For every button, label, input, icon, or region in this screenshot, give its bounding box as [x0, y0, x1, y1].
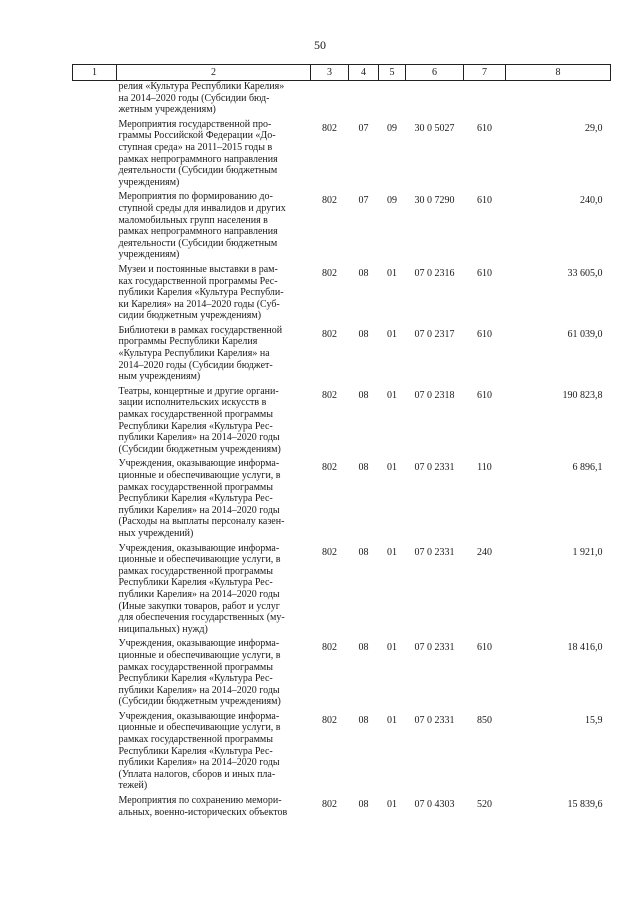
- section-code: 08: [358, 328, 369, 340]
- expense-type-code: 610: [477, 267, 492, 279]
- text-line: Мероприятия по формированию до-: [118, 191, 273, 203]
- column-header: 4: [349, 65, 379, 81]
- section-code: 08: [358, 546, 369, 558]
- ministry-code: 802: [322, 714, 337, 726]
- section-code: 08: [358, 389, 369, 401]
- text-line: учреждениям): [118, 176, 180, 188]
- text-line: публики Карелия» на 2014–2020 годы: [118, 432, 280, 444]
- row-description: [73, 191, 311, 264]
- amount: 1 921,0: [572, 546, 603, 558]
- table-row: [73, 638, 611, 711]
- text-line: рамках государственной программы: [118, 661, 273, 673]
- text-line: (Уплата налогов, сборов и иных пла-: [118, 768, 276, 780]
- text-line: Республики Карелия «Культура Рес-: [118, 673, 273, 685]
- ministry-code: 802: [322, 642, 337, 654]
- text-line: Республики Карелия «Культура Рес-: [118, 577, 273, 589]
- text-line: программы Республики Карелия: [118, 336, 258, 348]
- text-line: Мероприятия государственной про-: [118, 118, 272, 130]
- table-row: [73, 543, 611, 639]
- expense-type-code: 610: [477, 328, 492, 340]
- row-description: [73, 458, 311, 542]
- expense-type-code: 610: [477, 122, 492, 134]
- text-line: деятельности (Субсидии бюджетным: [118, 165, 278, 177]
- text-line: ционные и обеспечивающие услуги, в: [118, 649, 281, 661]
- ministry-code: 802: [322, 462, 337, 474]
- table-row: [73, 711, 611, 795]
- expense-type-code: 240: [477, 546, 492, 558]
- text-line: Театры, концертные и другие органи-: [118, 385, 279, 397]
- text-line: ционные и обеспечивающие услуги, в: [118, 470, 281, 481]
- text-line: Республики Карелия «Культура Рес-: [118, 745, 273, 757]
- subsection-code: 01: [387, 642, 397, 654]
- text-line: учреждениям): [118, 249, 180, 261]
- text-line: «Культура Республики Карелия» на: [118, 348, 270, 360]
- section-code: 08: [358, 799, 369, 811]
- text-line: Республики Карелия «Культура Рес-: [118, 420, 273, 432]
- column-header: 8: [506, 65, 611, 81]
- text-line: рамках государственной программы: [118, 565, 273, 577]
- text-line: рамках непрограммного направления: [118, 153, 278, 165]
- target-article-code: 07 0 2317: [414, 328, 455, 340]
- target-article-code: 07 0 2318: [414, 389, 455, 401]
- column-header: 2: [117, 65, 311, 81]
- text-line: Учреждения, оказывающие информа-: [118, 458, 280, 470]
- amount: 18 416,0: [567, 642, 603, 654]
- subsection-code: 01: [387, 389, 397, 401]
- text-line: ках государственной программы Рес-: [118, 275, 278, 287]
- amount: 190 823,8: [562, 389, 603, 401]
- text-line: зации исполнительских искусств в: [118, 397, 267, 409]
- ministry-code: 802: [322, 546, 337, 558]
- amount: 29,0: [585, 122, 603, 134]
- text-line: (Субсидии бюджетным учреждениям): [118, 443, 281, 455]
- section-code: 07: [358, 195, 369, 207]
- subsection-code: 01: [387, 267, 397, 279]
- text-line: граммы Российской Федерации «До-: [118, 130, 276, 142]
- ministry-code: 802: [322, 122, 337, 134]
- target-article-code: 07 0 2331: [414, 462, 455, 474]
- ministry-code: 802: [322, 389, 337, 401]
- subsection-code: 01: [387, 799, 397, 811]
- amount: 15 839,6: [567, 799, 603, 811]
- row-description: [73, 543, 311, 639]
- section-code: 08: [358, 642, 369, 654]
- text-line: публики Карелия» на 2014–2020 годы: [118, 504, 280, 516]
- text-line: рамках государственной программы: [118, 481, 273, 493]
- column-header: 1: [73, 65, 117, 81]
- text-line: для обеспечения государственных (му-: [118, 612, 285, 624]
- subsection-code: 01: [387, 546, 397, 558]
- expense-type-code: 850: [477, 714, 492, 726]
- budget-table: [72, 64, 611, 821]
- amount: 33 605,0: [567, 267, 603, 279]
- text-line: рамках государственной программы: [118, 409, 273, 421]
- text-line: жетным учреждениям): [118, 104, 216, 116]
- text-line: деятельности (Субсидии бюджетным: [118, 237, 278, 249]
- text-line: Музеи и постоянные выставки в рам-: [118, 263, 278, 275]
- text-line: ступной среды для инвалидов и других: [118, 202, 286, 214]
- text-line: Мероприятия по сохранению мемори-: [118, 795, 282, 807]
- column-header: 3: [311, 65, 349, 81]
- text-line: ным учреждениям): [118, 371, 201, 383]
- text-line: ки Карелия» на 2014–2020 годы (Суб-: [118, 298, 280, 310]
- expense-type-code: 610: [477, 642, 492, 654]
- text-line: Учреждения, оказывающие информа-: [118, 638, 280, 650]
- text-line: публики Карелия «Культура Республи-: [118, 287, 284, 299]
- row-description: [73, 325, 311, 386]
- target-article-code: 07 0 2331: [414, 546, 455, 558]
- column-header: 7: [464, 65, 506, 81]
- text-line: Учреждения, оказывающие информа-: [118, 542, 280, 554]
- text-line: ционные и обеспечивающие услуги, в: [118, 554, 281, 566]
- amount: 240,0: [580, 195, 603, 207]
- section-code: 08: [358, 714, 369, 726]
- text-line: Учреждения, оказывающие информа-: [118, 710, 280, 722]
- text-line: публики Карелия» на 2014–2020 годы: [118, 684, 280, 696]
- text-line: публики Карелия» на 2014–2020 годы: [118, 757, 280, 769]
- section-code: 08: [358, 462, 369, 474]
- ministry-code: 802: [322, 328, 337, 340]
- row-description: [73, 795, 311, 821]
- text-line: альных, военно-исторических объектов: [118, 806, 288, 818]
- text-line: ступная среда» на 2011–2015 годы в: [118, 141, 273, 153]
- text-line: 2014–2020 годы (Субсидии бюджет-: [118, 359, 273, 371]
- section-code: 07: [358, 122, 369, 134]
- text-line: релия «Культура Республики Карелия»: [118, 81, 285, 92]
- table-row: [73, 325, 611, 386]
- target-article-code: 07 0 4303: [414, 799, 455, 811]
- table-header: [73, 65, 611, 81]
- target-article-code: 30 0 7290: [414, 195, 455, 207]
- expense-type-code: 610: [477, 195, 492, 207]
- ministry-code: 802: [322, 799, 337, 811]
- row-description: [73, 264, 311, 325]
- text-line: рамках непрограммного направления: [118, 226, 278, 238]
- text-line: Библиотеки в рамках государственной: [118, 324, 283, 336]
- amount: 61 039,0: [567, 328, 603, 340]
- text-line: (Расходы на выплаты персоналу казен-: [118, 516, 285, 528]
- continued-row: [73, 81, 611, 119]
- table-row: [73, 119, 611, 192]
- expense-type-code: 520: [477, 799, 492, 811]
- row-description: [73, 386, 311, 459]
- subsection-code: 09: [387, 122, 397, 134]
- expense-type-code: 610: [477, 389, 492, 401]
- row-description: [73, 711, 311, 795]
- row-description: [73, 119, 311, 192]
- text-line: маломобильных групп населения в: [118, 214, 268, 226]
- text-line: ных учреждений): [118, 527, 194, 539]
- target-article-code: 07 0 2331: [414, 642, 455, 654]
- text-line: ционные и обеспечивающие услуги, в: [118, 722, 281, 734]
- table-row: [73, 386, 611, 459]
- subsection-code: 01: [387, 714, 397, 726]
- text-line: публики Карелия» на 2014–2020 годы: [118, 588, 280, 600]
- text-line: ниципальных) нужд): [118, 623, 208, 635]
- text-line: (Иные закупки товаров, работ и услуг: [118, 600, 280, 612]
- ministry-code: 802: [322, 195, 337, 207]
- target-article-code: 07 0 2331: [414, 714, 455, 726]
- ministry-code: 802: [322, 267, 337, 279]
- amount: 6 896,1: [572, 462, 603, 474]
- column-header: 6: [406, 65, 464, 81]
- text-line: Республики Карелия «Культура Рес-: [118, 493, 273, 505]
- subsection-code: 01: [387, 462, 397, 474]
- text-line: (Субсидии бюджетным учреждениям): [118, 696, 281, 708]
- page-number: 50: [314, 38, 326, 52]
- amount: 15,9: [585, 714, 603, 726]
- column-header: 5: [379, 65, 406, 81]
- table-row: [73, 458, 611, 542]
- text-line: сидии бюджетным учреждениям): [118, 310, 262, 322]
- table-row: [73, 264, 611, 325]
- continued-text: [73, 81, 611, 119]
- subsection-code: 09: [387, 195, 397, 207]
- target-article-code: 30 0 5027: [414, 122, 455, 134]
- table-row: [73, 191, 611, 264]
- subsection-code: 01: [387, 328, 397, 340]
- row-description: [73, 638, 311, 711]
- target-article-code: 07 0 2316: [414, 267, 455, 279]
- text-line: рамках государственной программы: [118, 734, 273, 746]
- section-code: 08: [358, 267, 369, 279]
- text-line: на 2014–2020 годы (Субсидии бюд-: [118, 92, 270, 104]
- expense-type-code: 110: [477, 462, 492, 474]
- table-row: [73, 795, 611, 821]
- table-body: [73, 81, 611, 822]
- text-line: тежей): [118, 780, 148, 792]
